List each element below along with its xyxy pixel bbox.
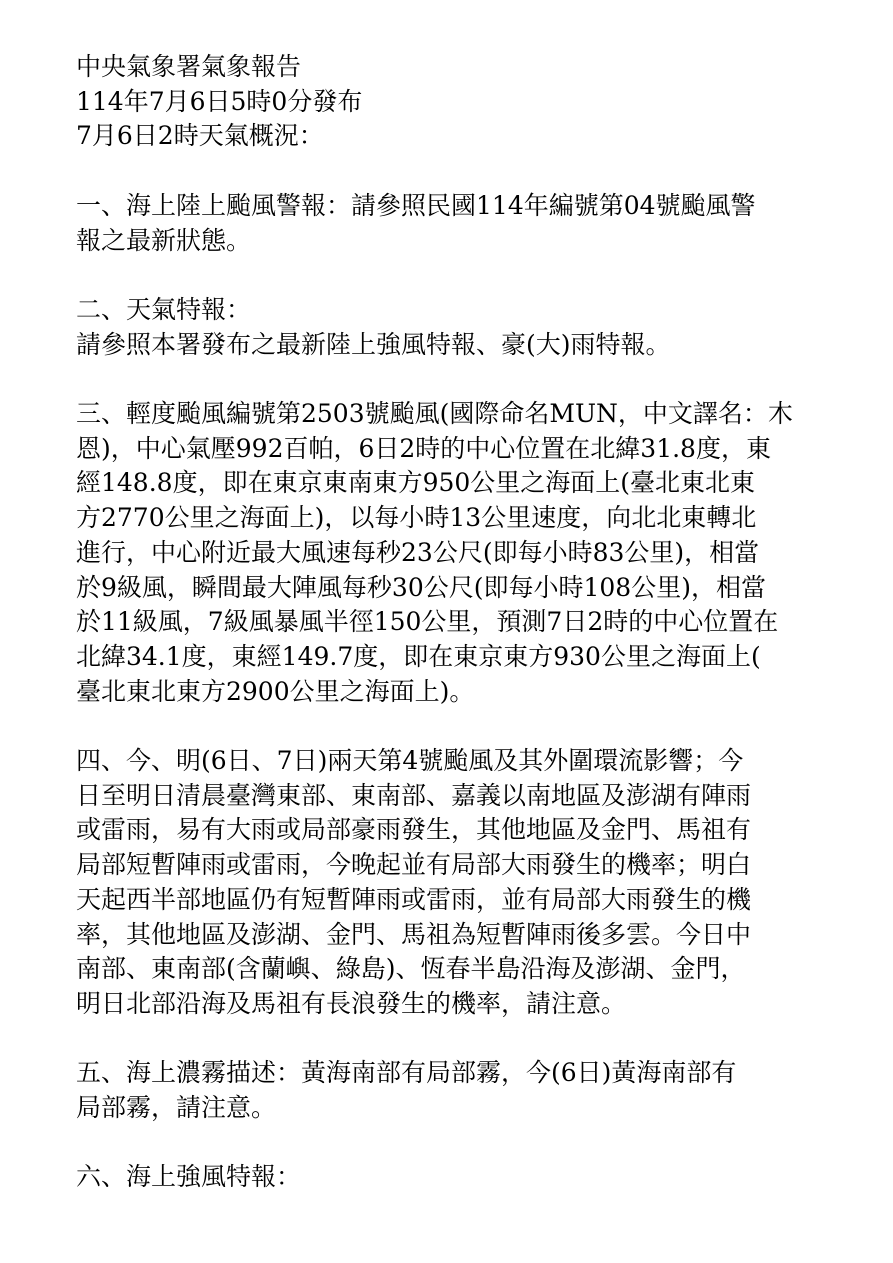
section-4-forecast bbox=[76, 744, 820, 1022]
section-line: 進行，中心附近最大風速每秒23公尺(即每小時83公里)，相當 bbox=[76, 537, 760, 567]
section-line: 明日北部沿海及馬祖有長浪發生的機率，請注意。 bbox=[76, 988, 627, 1018]
section-line: 報之最新狀態。 bbox=[76, 225, 252, 255]
section-5-sea-fog bbox=[76, 1056, 820, 1125]
weather-report-document bbox=[76, 50, 820, 1195]
section-3-typhoon-details bbox=[76, 397, 820, 709]
section-1-typhoon-warning bbox=[76, 189, 820, 258]
section-2-weather-special-report bbox=[76, 293, 820, 362]
issue-time: 114年7月6日5時0分發布 bbox=[76, 86, 363, 116]
section-line: 恩)，中心氣壓992百帕，6日2時的中心位置在北緯31.8度，東 bbox=[76, 433, 771, 463]
overview-heading: 7月6日2時天氣概況： bbox=[76, 121, 324, 151]
section-line: 六、海上強風特報： bbox=[76, 1162, 302, 1192]
section-line: 請參照本署發布之最新陸上強風特報、豪(大)雨特報。 bbox=[76, 329, 671, 359]
section-line: 三、輕度颱風編號第2503號颱風(國際命名MUN，中文譯名：木 bbox=[76, 398, 793, 428]
section-line: 四、今、明(6日、7日)兩天第4號颱風及其外圍環流影響；今 bbox=[76, 746, 744, 775]
report-title: 中央氣象署氣象報告 bbox=[76, 52, 302, 81]
paragraph-gap bbox=[76, 258, 820, 293]
section-line: 南部、東南部(含蘭嶼、綠島)、恆春半島沿海及澎湖、金門， bbox=[76, 954, 746, 984]
section-line: 天起西半部地區仍有短暫陣雨或雷雨，並有局部大雨發生的機 bbox=[76, 884, 752, 914]
section-line: 臺北東北東方2900公里之海面上)。 bbox=[76, 676, 475, 706]
section-line: 於9級風，瞬間最大陣風每秒30公尺(即每小時108公里)，相當 bbox=[76, 572, 766, 602]
paragraph-gap bbox=[76, 1126, 820, 1161]
paragraph-gap bbox=[76, 709, 820, 744]
section-line: 局部霧，請注意。 bbox=[76, 1093, 277, 1123]
paragraph-gap bbox=[76, 362, 820, 397]
paragraph-gap bbox=[76, 154, 820, 189]
section-line: 局部短暫陣雨或雷雨，今晚起並有局部大雨發生的機率；明白 bbox=[76, 850, 752, 880]
section-line: 一、海上陸上颱風警報：請參照民國114年編號第04號颱風警 bbox=[76, 190, 756, 220]
section-line: 經148.8度，即在東京東南東方950公里之海面上(臺北東北東 bbox=[76, 468, 756, 498]
section-line: 方2770公里之海面上)，以每小時13公里速度，向北北東轉北 bbox=[76, 503, 757, 533]
section-line: 五、海上濃霧描述：黃海南部有局部霧，今(6日)黃海南部有 bbox=[76, 1058, 737, 1088]
section-line: 率，其他地區及澎湖、金門、馬祖為短暫陣雨後多雲。今日中 bbox=[76, 919, 752, 949]
paragraph-gap bbox=[76, 1022, 820, 1057]
section-line: 日至明日清晨臺灣東部、東南部、嘉義以南地區及澎湖有陣雨 bbox=[76, 780, 752, 810]
section-6-sea-strong-wind bbox=[76, 1160, 820, 1195]
section-line: 於11級風，7級風暴風半徑150公里，預測7日2時的中心位置在 bbox=[76, 607, 779, 637]
section-line: 或雷雨，易有大雨或局部豪雨發生，其他地區及金門、馬祖有 bbox=[76, 815, 752, 845]
section-line: 北緯34.1度，東經149.7度，即在東京東方930公里之海面上( bbox=[76, 641, 761, 671]
section-line: 二、天氣特報： bbox=[76, 294, 252, 324]
